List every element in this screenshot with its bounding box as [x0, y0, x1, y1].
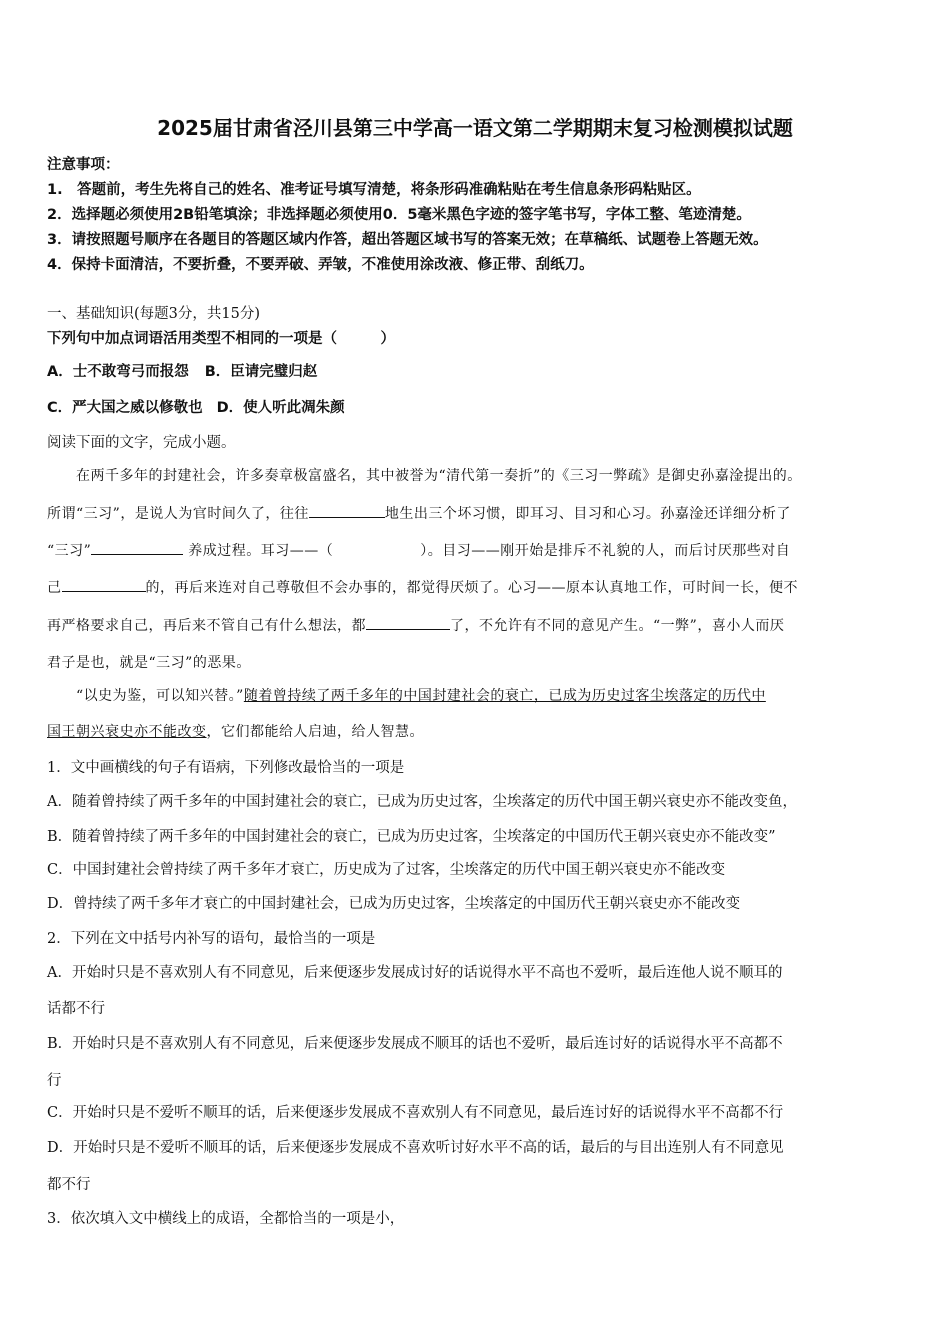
passage-line-3: “三习” 养成过程。耳习——（ ）。目习——刚开始是排斥不礼貌的人，而后讨厌那些对自	[47, 540, 790, 560]
underlined-sentence-part-2: 国王朝兴衰史亦不能改变	[47, 724, 207, 740]
q1-option-b: B．随着曾持续了两千多年的中国封建社会的衰亡，已成为历史过客，尘埃落定的中国历代王朝兴衰史亦不能改变”	[47, 829, 776, 845]
passage-line-8: 国王朝兴衰史亦不能改变，它们都能给人启迪，给人智慧。	[47, 724, 424, 740]
q2-option-b-line-1: B．开始时只是不喜欢别人有不同意见，后来便逐步发展成不顺耳的话也不爱听，最后连讨好的话说得水平不高都不	[47, 1036, 783, 1052]
passage-line-7: “以史为鉴，可以知兴替。”随着曾持续了两千多年的中国封建社会的衰亡，已成为历史过客尘埃落定的历代中	[47, 688, 766, 704]
q2-stem: 2．下列在文中括号内补写的语句，最恰当的一项是	[47, 931, 376, 947]
page-title: 2025届甘肃省泾川县第三中学高一语文第二学期期末复习检测模拟试题	[157, 116, 793, 140]
basic-options-row-2	[47, 396, 345, 417]
basic-question-stem: 下列句中加点词语活用类型不相同的一项是（ ）	[47, 331, 395, 347]
q2-option-d-line-1: D．开始时只是不爱听不顺耳的话，后来便逐步发展成不喜欢听讨好水平不高的话，最后的与目出连别人有不同意见	[47, 1140, 784, 1156]
passage-line-4: 己 的，再后来连对自己尊敬但不会办事的，都觉得厌烦了。心习——原本认真地工作，可时间一长，便不	[47, 577, 798, 597]
fill-blank-4[interactable]	[366, 615, 450, 630]
notice-item-1: 1. 答题前，考生先将自己的姓名、准考证号填写清楚，将条形码准确粘贴在考生信息条形码粘贴区。	[47, 182, 701, 198]
q2-option-d-line-2: 都不行	[47, 1177, 91, 1193]
passage-line-5: 再严格要求自己，再后来不管自己有什么想法，都 了，不允许有不同的意见产生。“一弊”，喜小人而厌	[47, 615, 784, 635]
basic-options-row-1	[47, 360, 317, 381]
q1-option-a: A．随着曾持续了两千多年的中国封建社会的衰亡，已成为历史过客，尘埃落定的历代中国王朝兴衰史亦不能改变鱼，	[47, 794, 797, 810]
underlined-sentence-part-1: 随着曾持续了两千多年的中国封建社会的衰亡，已成为历史过客尘埃落定的历代中	[243, 688, 766, 704]
q2-option-c: C．开始时只是不爱听不顺耳的话，后来便逐步发展成不喜欢别人有不同意见，最后连讨好的话说得水平不高都不行	[47, 1105, 784, 1121]
basic-option-b: B．臣请完璧归赵	[204, 364, 318, 380]
q1-stem: 1．文中画横线的句子有语病，下列修改最恰当的一项是	[47, 760, 405, 776]
basic-option-a: A．士不敢弯弓而报怨	[47, 364, 189, 380]
passage-line-6: 君子是也，就是“三习”的恶果。	[47, 655, 251, 671]
q3-stem: 3．依次填入文中横线上的成语，全都恰当的一项是小，	[47, 1211, 405, 1227]
notice-heading: 注意事项：	[47, 157, 120, 173]
notice-item-2: 2．选择题必须使用2B铅笔填涂；非选择题必须使用0．5毫米黑色字迹的签字笔书写，字体工整、笔迹清楚。	[47, 207, 751, 223]
fill-blank-3[interactable]	[62, 577, 146, 592]
basic-option-d: D．使人听此凋朱颜	[216, 400, 345, 416]
passage-line-2: 所谓“三习”，是说人为官时间久了，往往 地生出三个坏习惯，即耳习、目习和心习。孙嘉淦还详细分析了	[47, 503, 791, 523]
fill-blank-2[interactable]	[91, 540, 183, 555]
q1-option-c: C．中国封建社会曾持续了两千多年才衰亡，历史成为了过客，尘埃落定的历代中国王朝兴衰史亦不能改变	[47, 862, 726, 878]
notice-item-3: 3．请按照题号顺序在各题目的答题区域内作答，超出答题区域书写的答案无效；在草稿纸、试题卷上答题无效。	[47, 232, 768, 248]
basic-option-c: C．严大国之威以修敬也	[47, 400, 203, 416]
q2-option-b-line-2: 行	[47, 1073, 62, 1089]
q1-option-d: D．曾持续了两千多年才衰亡的中国封建社会，已成为历史过客，尘埃落定的中国历代王朝兴衰史亦不能改变	[47, 896, 741, 912]
passage-line-1: 在两千多年的封建社会，许多奏章极富盛名，其中被誉为“清代第一奏折”的《三习一弊疏》是御史孙嘉淦提出的。	[47, 468, 802, 484]
fill-blank-1[interactable]	[309, 503, 385, 518]
q2-option-a-line-1: A．开始时只是不喜欢别人有不同意见，后来便逐步发展成讨好的话说得水平不高也不爱听，最后连他人说不顺耳的	[47, 965, 783, 981]
q2-option-a-line-2: 话都不行	[47, 1001, 105, 1017]
reading-intro: 阅读下面的文字，完成小题。	[47, 435, 236, 451]
notice-item-4: 4．保持卡面清洁，不要折叠，不要弄破、弄皱，不准使用涂改液、修正带、刮纸刀。	[47, 257, 594, 273]
section-heading: 一、基础知识(每题3分，共15分)	[47, 306, 260, 322]
